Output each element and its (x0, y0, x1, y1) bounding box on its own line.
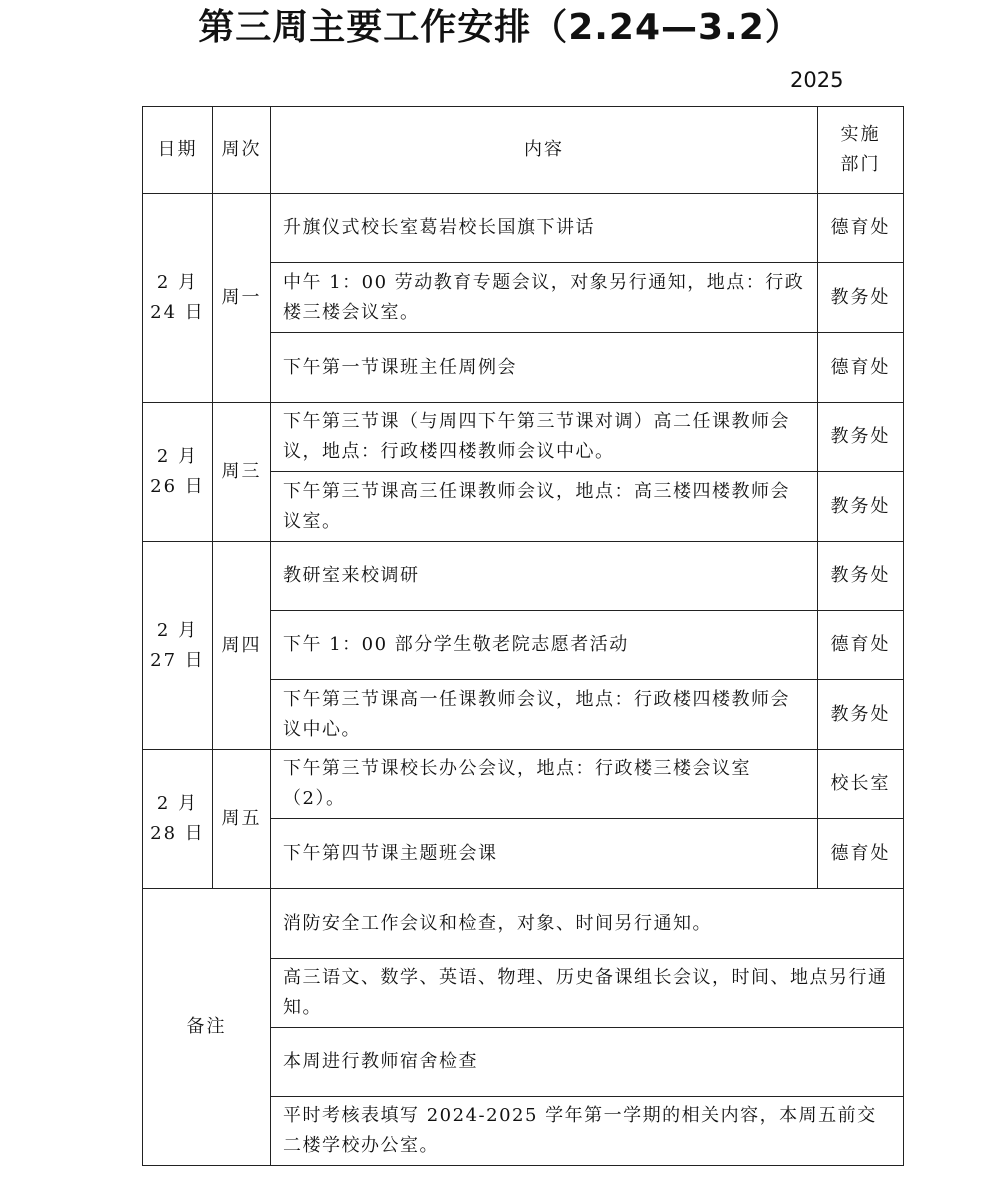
department-cell: 教务处 (818, 263, 904, 333)
date-day: 27 日 (150, 649, 205, 671)
date-cell (143, 542, 213, 750)
content-cell: 下午第四节课主题班会课 (271, 819, 818, 889)
table-row (143, 194, 904, 263)
content-cell: 下午第三节课校长办公会议，地点：行政楼三楼会议室（2）。 (271, 750, 818, 819)
department-cell: 校长室 (818, 750, 904, 819)
date-cell (143, 194, 213, 403)
content-cell: 教研室来校调研 (271, 542, 818, 611)
content-cell: 下午第三节课高三任课教师会议，地点：高三楼四楼教师会议室。 (271, 472, 818, 542)
department-cell: 德育处 (818, 611, 904, 680)
content-cell: 中午 1：00 劳动教育专题会议，对象另行通知，地点：行政楼三楼会议室。 (271, 263, 818, 333)
table-row (143, 889, 904, 959)
date-cell (143, 403, 213, 542)
content-cell: 升旗仪式校长室葛岩校长国旗下讲话 (271, 194, 818, 263)
content-cell: 下午 1：00 部分学生敬老院志愿者活动 (271, 611, 818, 680)
date-day: 26 日 (150, 476, 205, 497)
header-department-line1: 实施 (840, 124, 881, 145)
weekday-cell: 周四 (213, 542, 271, 750)
content-cell: 下午第一节课班主任周例会 (271, 333, 818, 403)
document-year: 2025 (790, 68, 844, 92)
department-cell: 教务处 (818, 403, 904, 472)
table-row (143, 542, 904, 611)
department-cell: 教务处 (818, 680, 904, 750)
note-item: 高三语文、数学、英语、物理、历史备课组长会议，时间、地点另行通知。 (271, 959, 904, 1028)
table-row (143, 403, 904, 472)
department-cell: 德育处 (818, 194, 904, 263)
header-content: 内容 (271, 107, 818, 194)
content-cell: 下午第三节课（与周四下午第三节课对调）高二任课教师会议，地点：行政楼四楼教师会议中心。 (271, 403, 818, 472)
department-cell: 教务处 (818, 542, 904, 611)
weekday-cell: 周五 (213, 750, 271, 889)
date-month: 2 月 (156, 446, 199, 467)
schedule-table (142, 106, 904, 1166)
table-row (143, 750, 904, 819)
weekday-cell: 周一 (213, 194, 271, 403)
date-day: 24 日 (150, 302, 205, 323)
date-cell (143, 750, 213, 889)
note-item: 消防安全工作会议和检查，对象、时间另行通知。 (271, 889, 904, 959)
header-department-line2: 部门 (840, 154, 881, 175)
header-department (818, 107, 904, 194)
department-cell: 德育处 (818, 819, 904, 889)
header-date: 日期 (143, 107, 213, 194)
header-week: 周次 (213, 107, 271, 194)
weekday-cell: 周三 (213, 403, 271, 542)
date-month: 2 月 (156, 272, 199, 293)
department-cell: 教务处 (818, 472, 904, 542)
notes-label: 备注 (143, 889, 271, 1166)
note-item: 本周进行教师宿舍检查 (271, 1028, 904, 1097)
content-cell: 下午第三节课高一任课教师会议，地点：行政楼四楼教师会议中心。 (271, 680, 818, 750)
date-day: 28 日 (150, 823, 205, 844)
department-cell: 德育处 (818, 333, 904, 403)
date-month: 2 月 (156, 793, 199, 814)
date-month: 2 月 (156, 619, 199, 641)
page-title: 第三周主要工作安排（2.24—3.2） (198, 7, 802, 48)
note-item: 平时考核表填写 2024-2025 学年第一学期的相关内容，本周五前交二楼学校办公室。 (271, 1097, 904, 1166)
table-header-row (143, 107, 904, 194)
